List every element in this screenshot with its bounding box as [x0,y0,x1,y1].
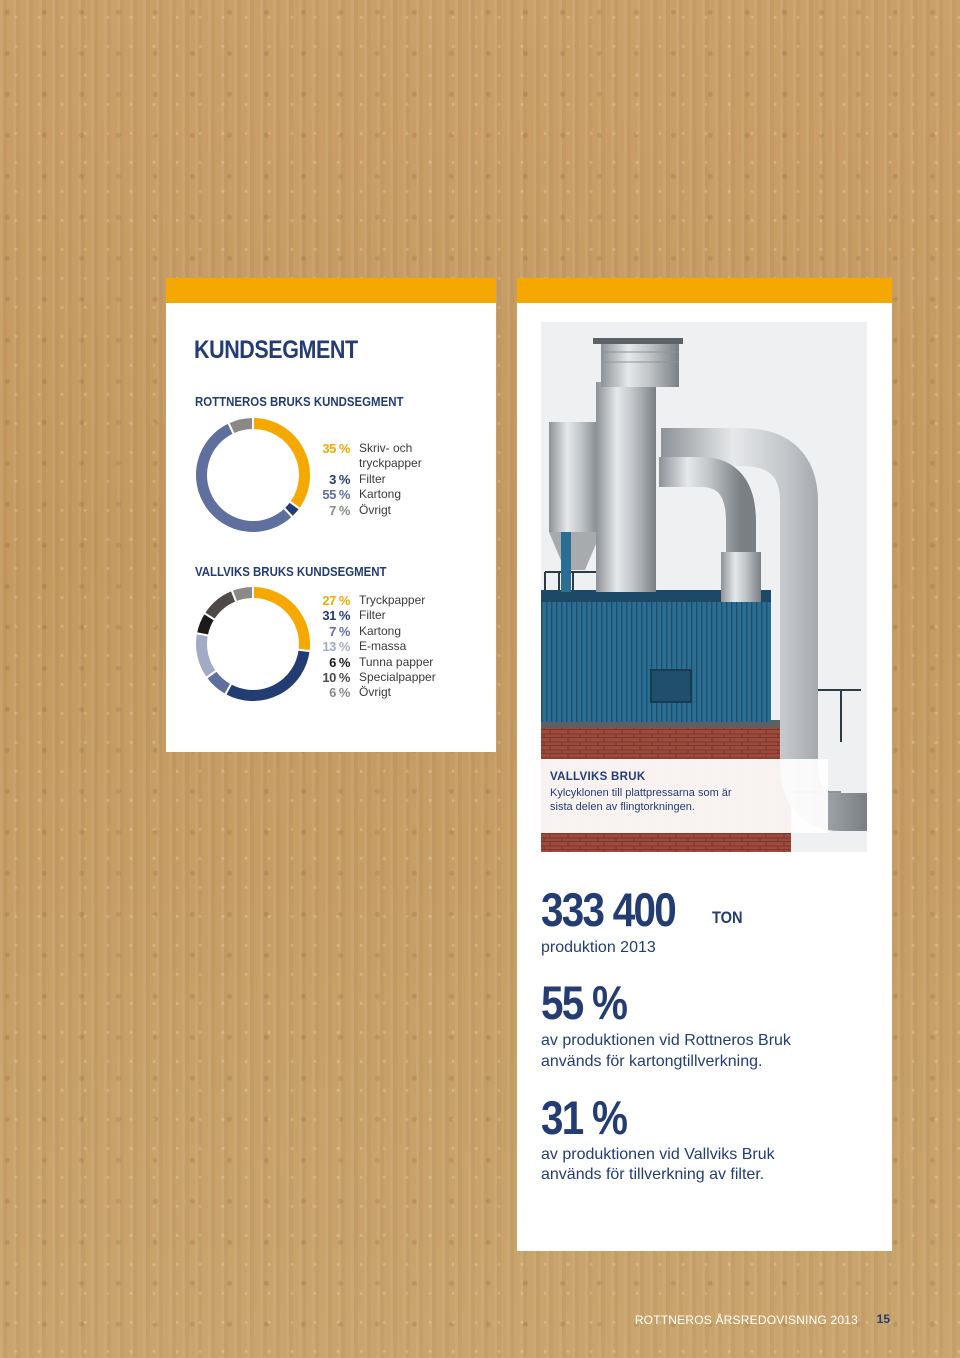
rottneros-chart-title: ROTTNEROS BRUKS KUNDSEGMENT [195,394,404,409]
vallvik-legend-label: Filter [359,608,386,623]
vallvik-legend-row [314,670,484,685]
production-label: produktion 2013 [541,939,656,956]
vallvik-slice-0 [253,586,311,651]
rottneros-legend-label: Övrigt [359,502,392,517]
vallvik-legend-row [314,685,484,700]
stat1-line2: används för kartongtillverkning. [541,1053,763,1070]
vallvik-legend-row [314,624,484,639]
vallvik-legend-percent: 10 % [322,669,350,685]
segment-card [166,278,496,752]
vallvik-chart-title: VALLVIKS BRUKS KUNDSEGMENT [195,564,387,579]
rottneros-legend [314,441,484,518]
card-top-bar [166,278,496,303]
stat1-line1: av produktionen vid Rottneros Bruk [541,1032,791,1049]
caption-text: Kylcyklonen till plattpressarna som är sista delen av flingtorkningen. [550,787,732,813]
production-value: 333 400 [541,883,676,936]
vallvik-slice-1 [225,650,310,702]
caption-title: VALLVIKS BRUK [550,771,646,783]
vallvik-legend-label: Specialpapper [359,669,436,684]
rottneros-legend-row [314,441,484,472]
footer-text: ROTTNEROS ÅRSREDOVISNING 2013 [634,1313,858,1327]
rottneros-legend-label: Skriv- och tryckpapper [359,441,422,471]
vallvik-legend-row [314,593,484,608]
rottneros-slice-2 [195,423,293,533]
industrial-cyclone-photo [541,322,867,852]
rottneros-legend-label: Filter [359,471,386,486]
rottneros-slice-0 [253,417,311,509]
vallvik-legend-percent: 6 % [329,654,350,670]
vallvik-legend-percent: 6 % [329,685,350,701]
vallvik-legend-label: Kartong [359,623,402,638]
rottneros-legend-label: Kartong [359,487,402,502]
vallvik-legend-label: Tryckpapper [359,593,426,607]
stat2-value: 31 % [541,1091,627,1144]
rottneros-legend-row [314,487,484,502]
rottneros-slice-3 [228,417,253,434]
vallvik-legend-label: Tunna papper [359,654,434,669]
page-heading: KUNDSEGMENT [194,336,358,364]
vallvik-legend [314,593,484,701]
vallvik-slice-5 [204,590,236,620]
rottneros-legend-percent: 3 % [329,471,350,487]
rottneros-legend-percent: 7 % [329,502,350,518]
vallvik-legend-row [314,608,484,623]
vallvik-legend-percent: 27 % [322,593,350,608]
stats-card [517,278,892,1251]
stat2-line1: av produktionen vid Vallviks Bruk [541,1146,775,1163]
stat1-value: 55 % [541,976,627,1029]
vallvik-donut-chart [194,585,312,703]
vallvik-legend-percent: 7 % [329,623,350,639]
vallvik-legend-row [314,639,484,654]
page-footer [634,1311,894,1333]
vallvik-legend-percent: 31 % [322,608,350,624]
vallvik-slice-3 [195,633,217,678]
stat2-line2: används för tillverkning av filter. [541,1166,765,1183]
vallvik-slice-6 [232,586,253,602]
vallvik-legend-label: E-massa [359,639,407,654]
rottneros-donut-chart [194,416,312,534]
card-top-bar [517,278,892,303]
production-unit: TON [712,908,743,927]
rottneros-legend-row [314,472,484,487]
rottneros-legend-percent: 55 % [322,487,350,503]
vallvik-legend-percent: 13 % [322,639,350,655]
photo-caption [541,759,828,833]
rottneros-legend-percent: 35 % [322,441,350,456]
rottneros-legend-row [314,503,484,518]
vallvik-legend-row [314,655,484,670]
vallvik-legend-label: Övrigt [359,685,392,700]
page-number: 15 [876,1312,890,1326]
